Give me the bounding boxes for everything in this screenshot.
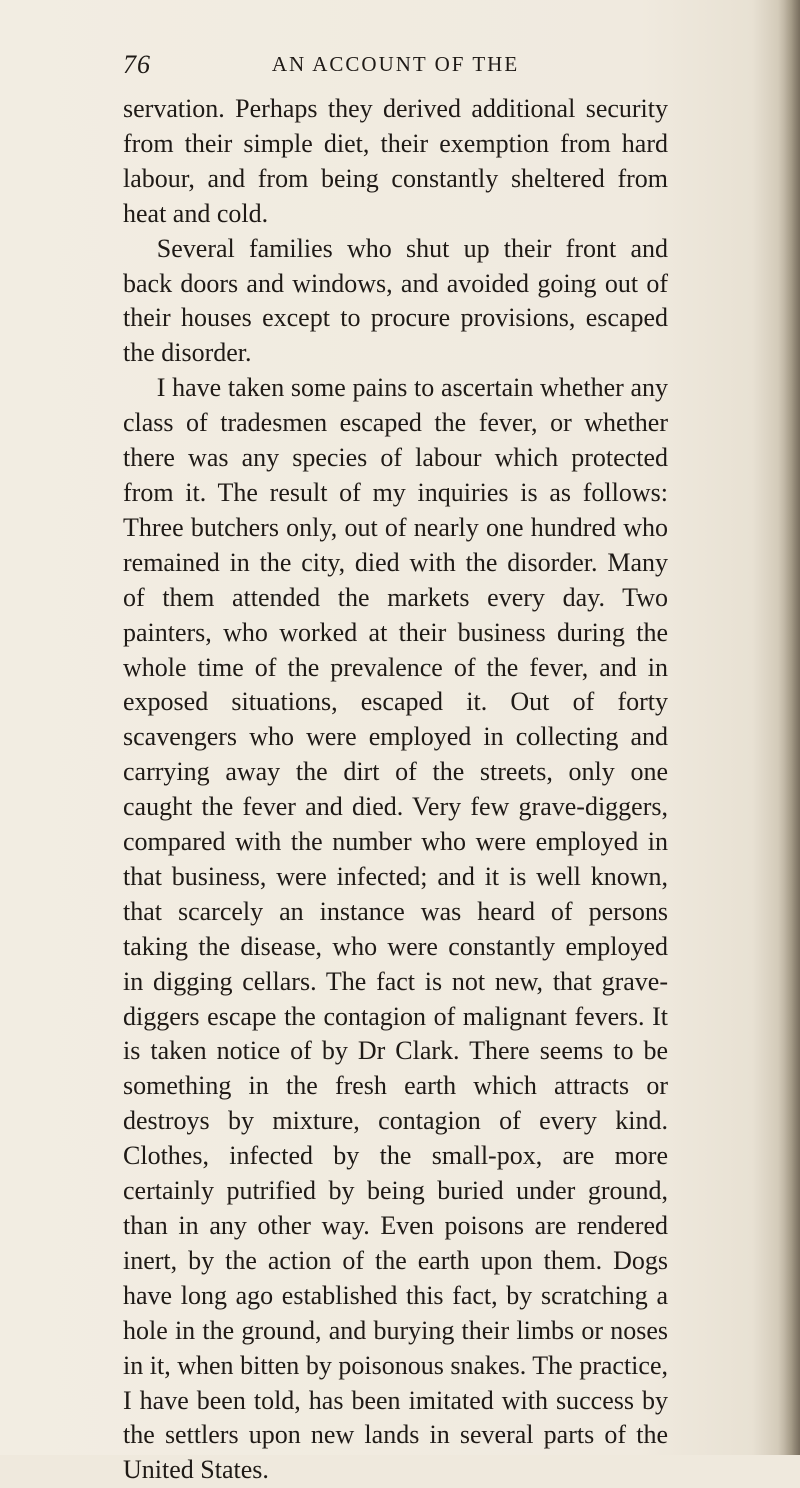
body-text: [123, 92, 668, 1488]
paragraph-continued: servation. Perhaps they derived additional security from their simple diet, their exemption from hard labour, and from being constantly sheltered from heat and cold.: [123, 94, 668, 228]
page-header: [123, 50, 668, 82]
page-number: 76: [123, 50, 151, 79]
page-gutter-shadow: [778, 0, 800, 1455]
paragraph-tradesmen: I have taken some pains to ascertain whether any class of tradesmen escaped the fever, or whether there was any species of labour which protected from it. The result of my inquiries is as follows: Three butchers only, out of nearly one hundred who remained in the city, died with the disorder. Many of them attended the markets every day. Two painters, who worked at their business during the whole time of the prevalence of the fever, and in exposed situations, escaped it. Out of forty scavengers who were employed in collecting and carrying away the dirt of the streets, only one caught the fever and died. Very few grave-diggers, compared with the number who were employed in that business, were infected; and it is well known, that scarcely an instance was heard of persons taking the disease, who were constantly employed in digging cellars. The fact is not new, that grave-diggers escape the contagion of malignant fevers. It is taken notice of by Dr Clark. There seems to be something in the fresh earth which attracts or destroys by mixture, contagion of every kind. Clothes, infected by the small-pox, are more certainly putrified by being buried under ground, than in any other way. Even poisons are rendered inert, by the action of the earth upon them. Dogs have long ago established this fact, by scratching a hole in the ground, and burying their limbs or noses in it, when bitten by poisonous snakes. The practice, I have been told, has been imitated with success by the settlers upon new lands in several parts of the United States.: [123, 373, 668, 1485]
running-head: AN ACCOUNT OF THE: [271, 52, 520, 76]
paragraph-families: Several families who shut up their front and back doors and windows, and avoided going out of their houses except to procure provisions, escaped the disorder.: [123, 233, 668, 368]
